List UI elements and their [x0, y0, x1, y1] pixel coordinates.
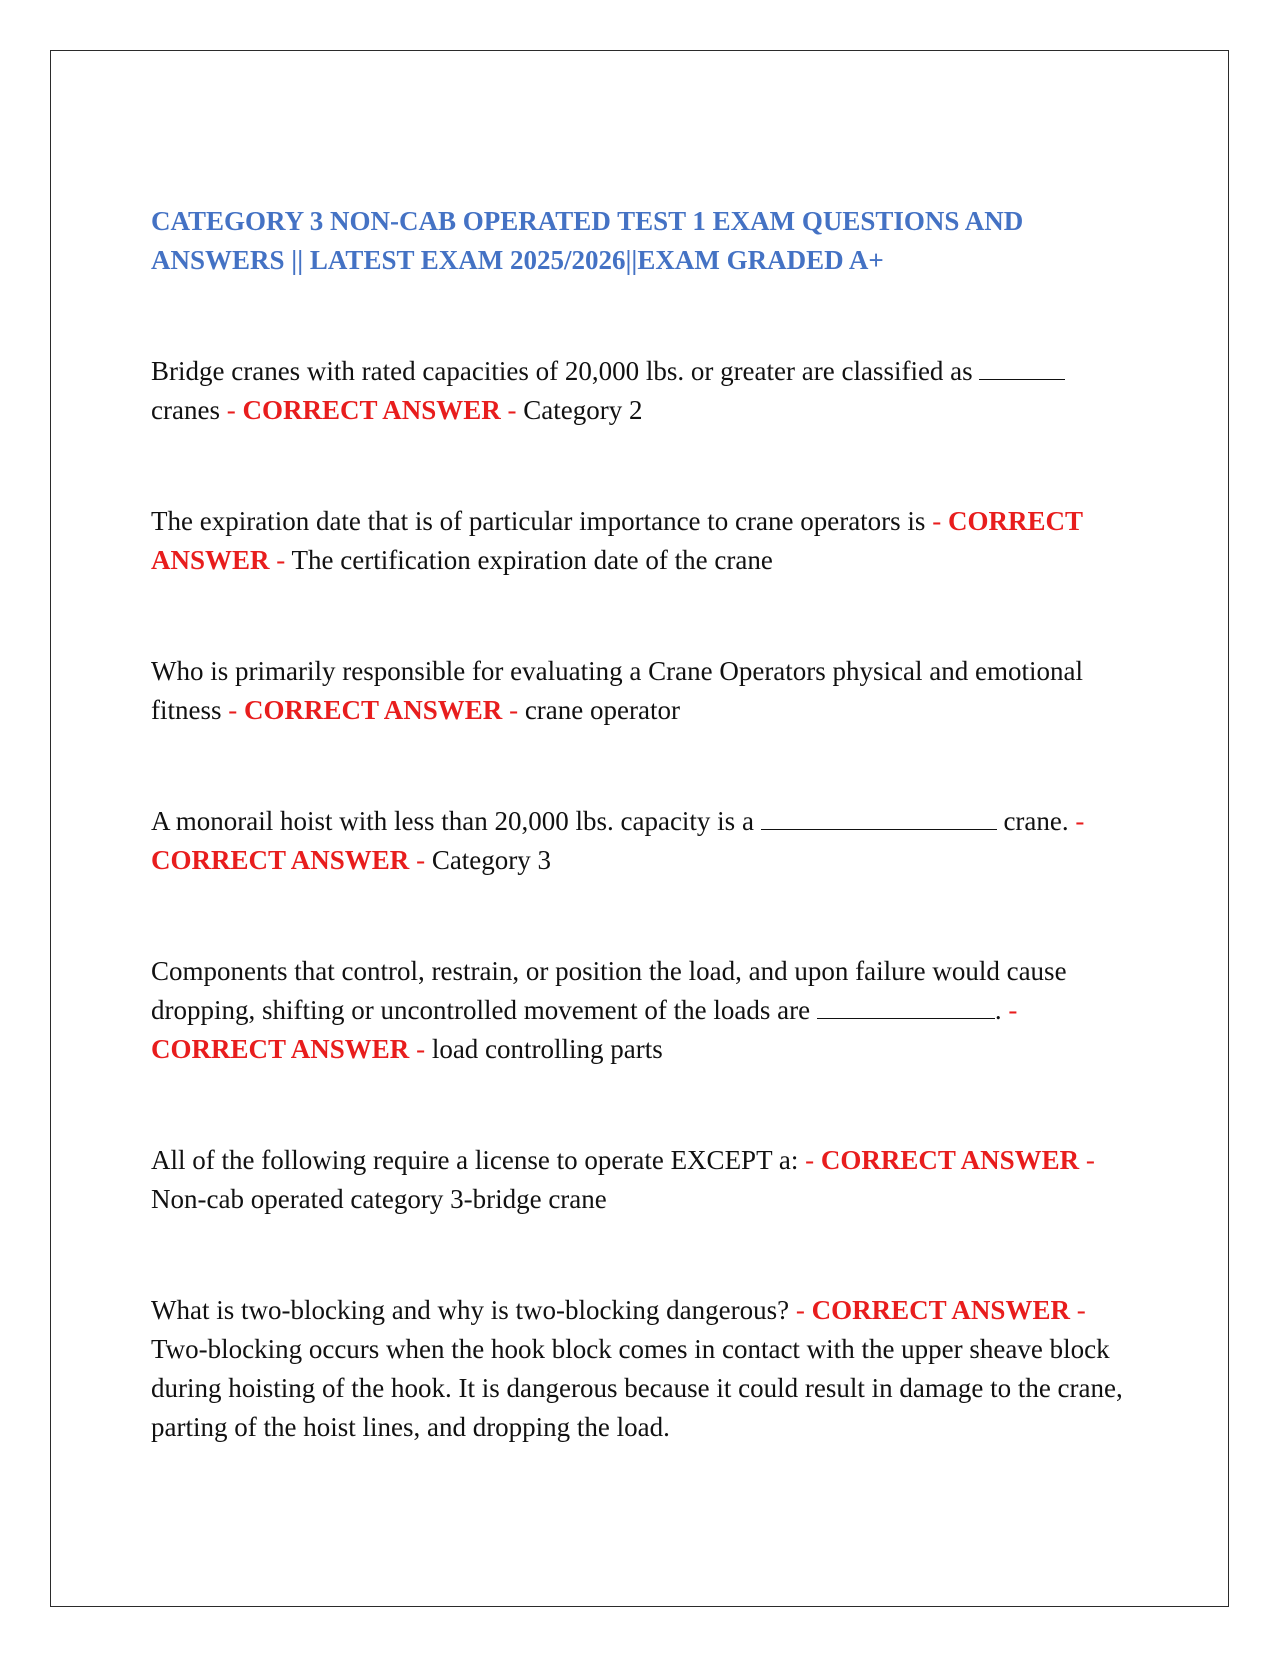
- qa-item: [151, 502, 1131, 580]
- question-text: Bridge cranes with rated capacities of 20,000 lbs. or greater are classified as: [151, 356, 973, 386]
- qa-item: [151, 802, 1131, 880]
- qa-item: [151, 1141, 1131, 1219]
- correct-answer-label: CORRECT ANSWER: [820, 1145, 1080, 1175]
- question-text: Components that control, restrain, or position the load, and upon failure would cause dropping, shifting or uncontrolled movement of the loads are: [151, 956, 1067, 1025]
- question-text: A monorail hoist with less than 20,000 lbs. capacity is a: [151, 806, 754, 836]
- answer-text: Category 2: [523, 395, 643, 425]
- correct-answer-label: CORRECT ANSWER: [151, 1034, 410, 1064]
- question-text: .: [994, 995, 1002, 1025]
- question-text: What is two-blocking and why is two-blocking dangerous?: [151, 1295, 790, 1325]
- separator-dash: -: [1076, 1295, 1086, 1325]
- answer-text: Non-cab operated category 3-bridge crane: [151, 1184, 607, 1214]
- correct-answer-label: CORRECT ANSWER: [151, 845, 410, 875]
- qa-item: [151, 652, 1131, 730]
- answer-text: The certification expiration date of the crane: [291, 545, 773, 575]
- separator-dash: -: [228, 695, 238, 725]
- separator-dash: -: [932, 506, 942, 536]
- question-text: The expiration date that is of particular importance to crane operators is: [151, 506, 926, 536]
- question-text: All of the following require a license to operate EXCEPT a:: [151, 1145, 799, 1175]
- question-text: cranes: [151, 395, 220, 425]
- separator-dash: -: [795, 1295, 805, 1325]
- separator-dash: -: [1075, 806, 1085, 836]
- answer-text: crane operator: [524, 695, 680, 725]
- answer-blank: [761, 807, 997, 830]
- qa-item: [151, 1291, 1131, 1447]
- separator-dash: -: [1008, 995, 1018, 1025]
- separator-dash: -: [226, 395, 236, 425]
- separator-dash: -: [416, 1034, 426, 1064]
- answer-text: Two-blocking occurs when the hook block comes in contact with the upper sheave block during hoisting of the hook. It is dangerous because it could result in damage to the crane, parting of the hoist lines, and dropping the load.: [151, 1334, 1123, 1442]
- question-text: Who is primarily responsible for evaluating a Crane Operators physical and emotional fitness: [151, 656, 1083, 725]
- answer-blank: [817, 996, 995, 1019]
- correct-answer-label: CORRECT ANSWER: [242, 395, 501, 425]
- answer-text: load controlling parts: [431, 1034, 663, 1064]
- answer-text: Category 3: [431, 845, 552, 875]
- question-text: crane.: [1003, 806, 1069, 836]
- document-title: CATEGORY 3 NON-CAB OPERATED TEST 1 EXAM QUESTIONS AND ANSWERS || LATEST EXAM 2025/2026||EXAM GRADED A+: [151, 206, 1024, 275]
- separator-dash: -: [276, 545, 286, 575]
- separator-dash: -: [509, 695, 519, 725]
- separator-dash: -: [507, 395, 517, 425]
- separator-dash: -: [416, 845, 426, 875]
- correct-answer-label: CORRECT ANSWER: [151, 506, 1083, 575]
- correct-answer-label: CORRECT ANSWER: [244, 695, 503, 725]
- correct-answer-label: CORRECT ANSWER: [811, 1295, 1070, 1325]
- qa-item: [151, 952, 1131, 1069]
- document-body: [151, 202, 1131, 1447]
- qa-item: [151, 352, 1131, 430]
- separator-dash: -: [805, 1145, 815, 1175]
- separator-dash: -: [1085, 1145, 1095, 1175]
- answer-blank: [979, 357, 1065, 380]
